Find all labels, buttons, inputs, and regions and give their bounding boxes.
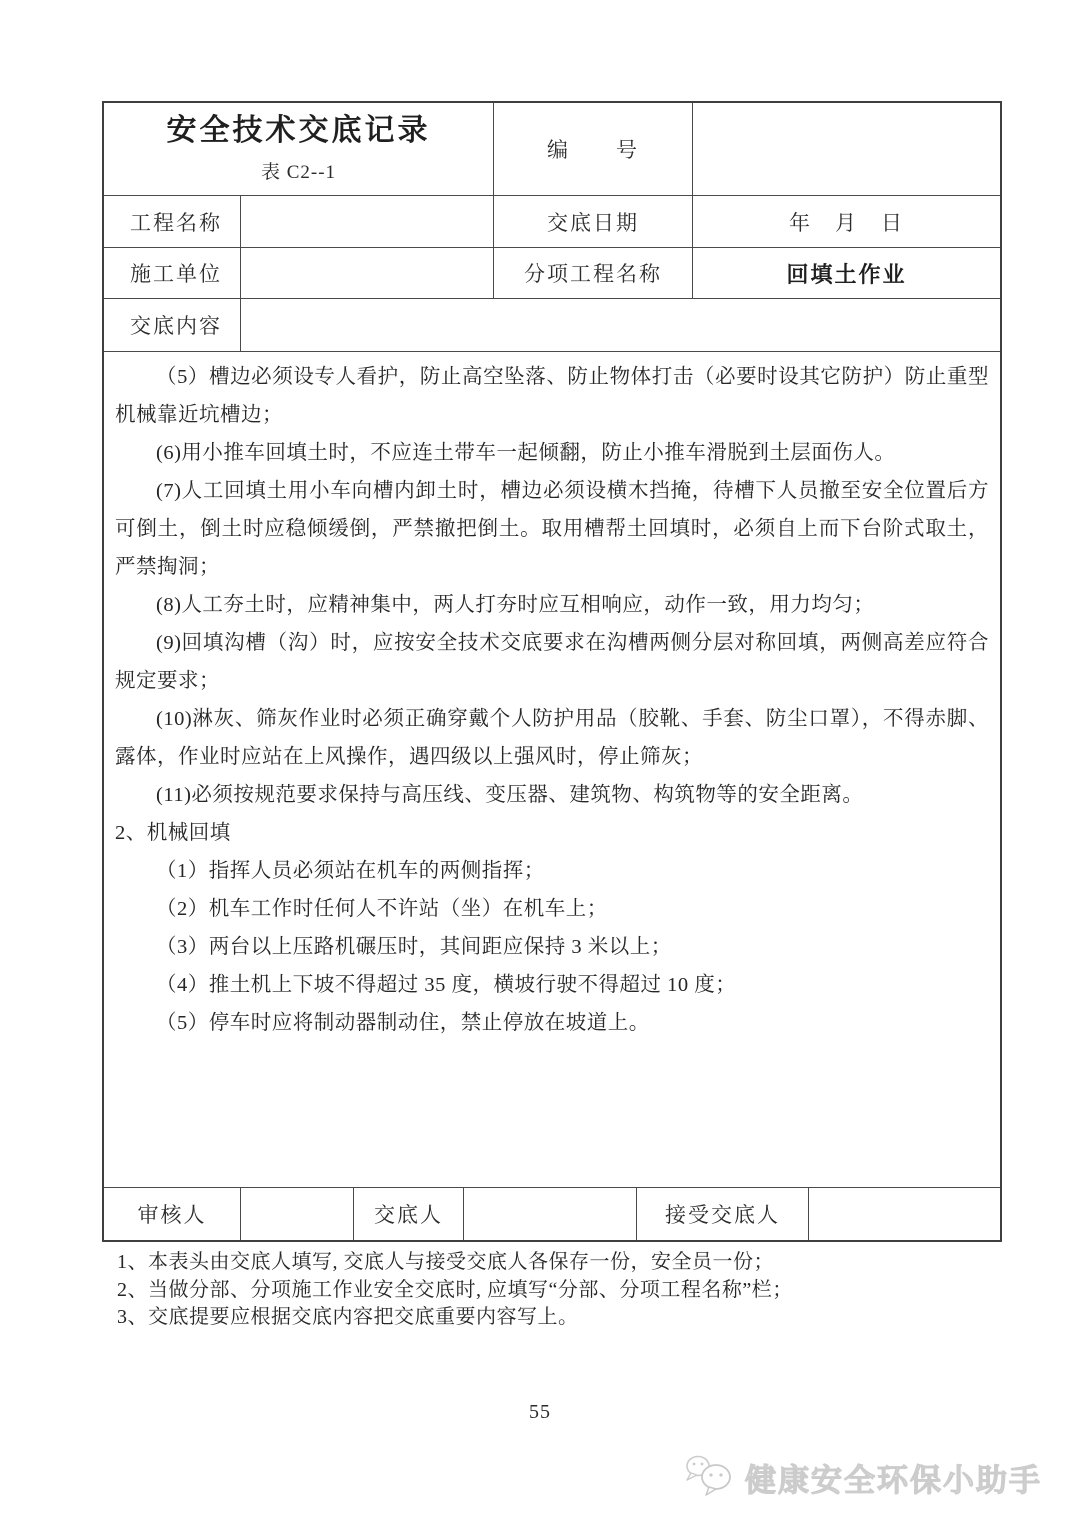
content-paragraph: （5）停车时应将制动器制动住，禁止停放在坡道上。 <box>156 1012 650 1034</box>
date-label: 交底日期 <box>494 196 693 247</box>
content-paragraph: (8)人工夯土时，应精神集中，两人打夯时应互相响应，动作一致，用力均匀； <box>156 594 875 616</box>
note-line: 3、交底提要应根据交底内容把交底重要内容写上。 <box>117 1306 579 1328</box>
watermark <box>683 1453 1042 1502</box>
content-paragraph: （3）两台以上压路机碾压时，其间距应保持 3 米以上； <box>156 936 672 958</box>
content-paragraph: （4）推土机上下坡不得超过 35 度，横坡行驶不得超过 10 度； <box>156 974 737 996</box>
content-paragraph: (7)人工回填土用小车向槽内卸土时，槽边必须设横木挡掩，待槽下人员撤至安全位置后方可倒土，倒土时应稳倾缓倒，严禁撤把倒土。取用槽帮土回填时，必须自上而下台阶式取土，严禁掏洞； <box>115 480 989 578</box>
watermark-text: 健康安全环保小助手 <box>745 1463 1042 1498</box>
note-line: 2、当做分部、分项施工作业安全交底时, 应填写“分部、分项工程名称”栏； <box>117 1278 793 1301</box>
content-paragraph: （1）指挥人员必须站在机车的两侧指挥； <box>156 860 545 882</box>
content-section-heading: 2、机械回填 <box>115 822 231 844</box>
reviewer-label: 审核人 <box>104 1188 241 1240</box>
content-paragraph: (10)淋灰、筛灰作业时必须正确穿戴个人防护用品（胶靴、手套、防尘口罩），不得赤脚、露体，作业时应站在上风操作，遇四级以上强风时，停止筛灰； <box>115 708 989 768</box>
page-number: 55 <box>529 1401 551 1423</box>
project-row <box>104 196 1000 248</box>
contractor-value <box>241 248 494 298</box>
form-header-row <box>104 103 1000 196</box>
content-paragraph: (9)回填沟槽（沟）时，应按安全技术交底要求在沟槽两侧分层对称回填，两侧高差应符合规定要求； <box>115 632 989 692</box>
content-body-row <box>104 352 1000 1188</box>
date-value: 年 月 日 <box>789 210 904 235</box>
reviewer-value <box>241 1188 354 1240</box>
title-cell <box>104 103 494 195</box>
number-label-cell: 编 号 <box>494 103 693 195</box>
content-paragraph: （2）机车工作时任何人不许站（坐）在机车上； <box>156 898 608 920</box>
project-name-label: 工程名称 <box>104 196 241 247</box>
form-notes <box>117 1249 937 1332</box>
content-paragraph: (11)必须按规范要求保持与高压线、变压器、建筑物、构筑物等的安全距离。 <box>156 784 864 806</box>
contractor-row <box>104 248 1000 299</box>
content-paragraph: (6)用小推车回填土时，不应连土带车一起倾翻，防止小推车滑脱到土层面伤人。 <box>156 442 896 464</box>
safety-disclosure-form <box>102 101 1002 1242</box>
signature-row <box>104 1188 1000 1240</box>
discloser-value <box>464 1188 637 1240</box>
project-name-value <box>241 196 494 247</box>
content-label-blank <box>241 299 1000 351</box>
content-label-row <box>104 299 1000 352</box>
subproject-label: 分项工程名称 <box>494 248 693 298</box>
wechat-icon <box>683 1453 737 1502</box>
form-code: 表 C2--1 <box>260 162 337 183</box>
number-value-cell <box>693 103 1000 195</box>
subproject-value: 回填土作业 <box>786 261 907 287</box>
form-title: 安全技术交底记录 <box>166 114 431 147</box>
note-line: 1、本表头由交底人填写, 交底人与接受交底人各保存一份，安全员一份； <box>117 1251 774 1273</box>
content-label: 交底内容 <box>104 299 241 351</box>
discloser-label: 交底人 <box>354 1188 464 1240</box>
disclosure-content <box>104 352 1000 1187</box>
content-paragraph: （5）槽边必须设专人看护，防止高空坠落、防止物体打击（必要时设其它防护）防止重型机械靠近坑槽边； <box>115 366 989 426</box>
receiver-label: 接受交底人 <box>637 1188 809 1240</box>
contractor-label: 施工单位 <box>104 248 241 298</box>
receiver-value <box>809 1188 1000 1240</box>
